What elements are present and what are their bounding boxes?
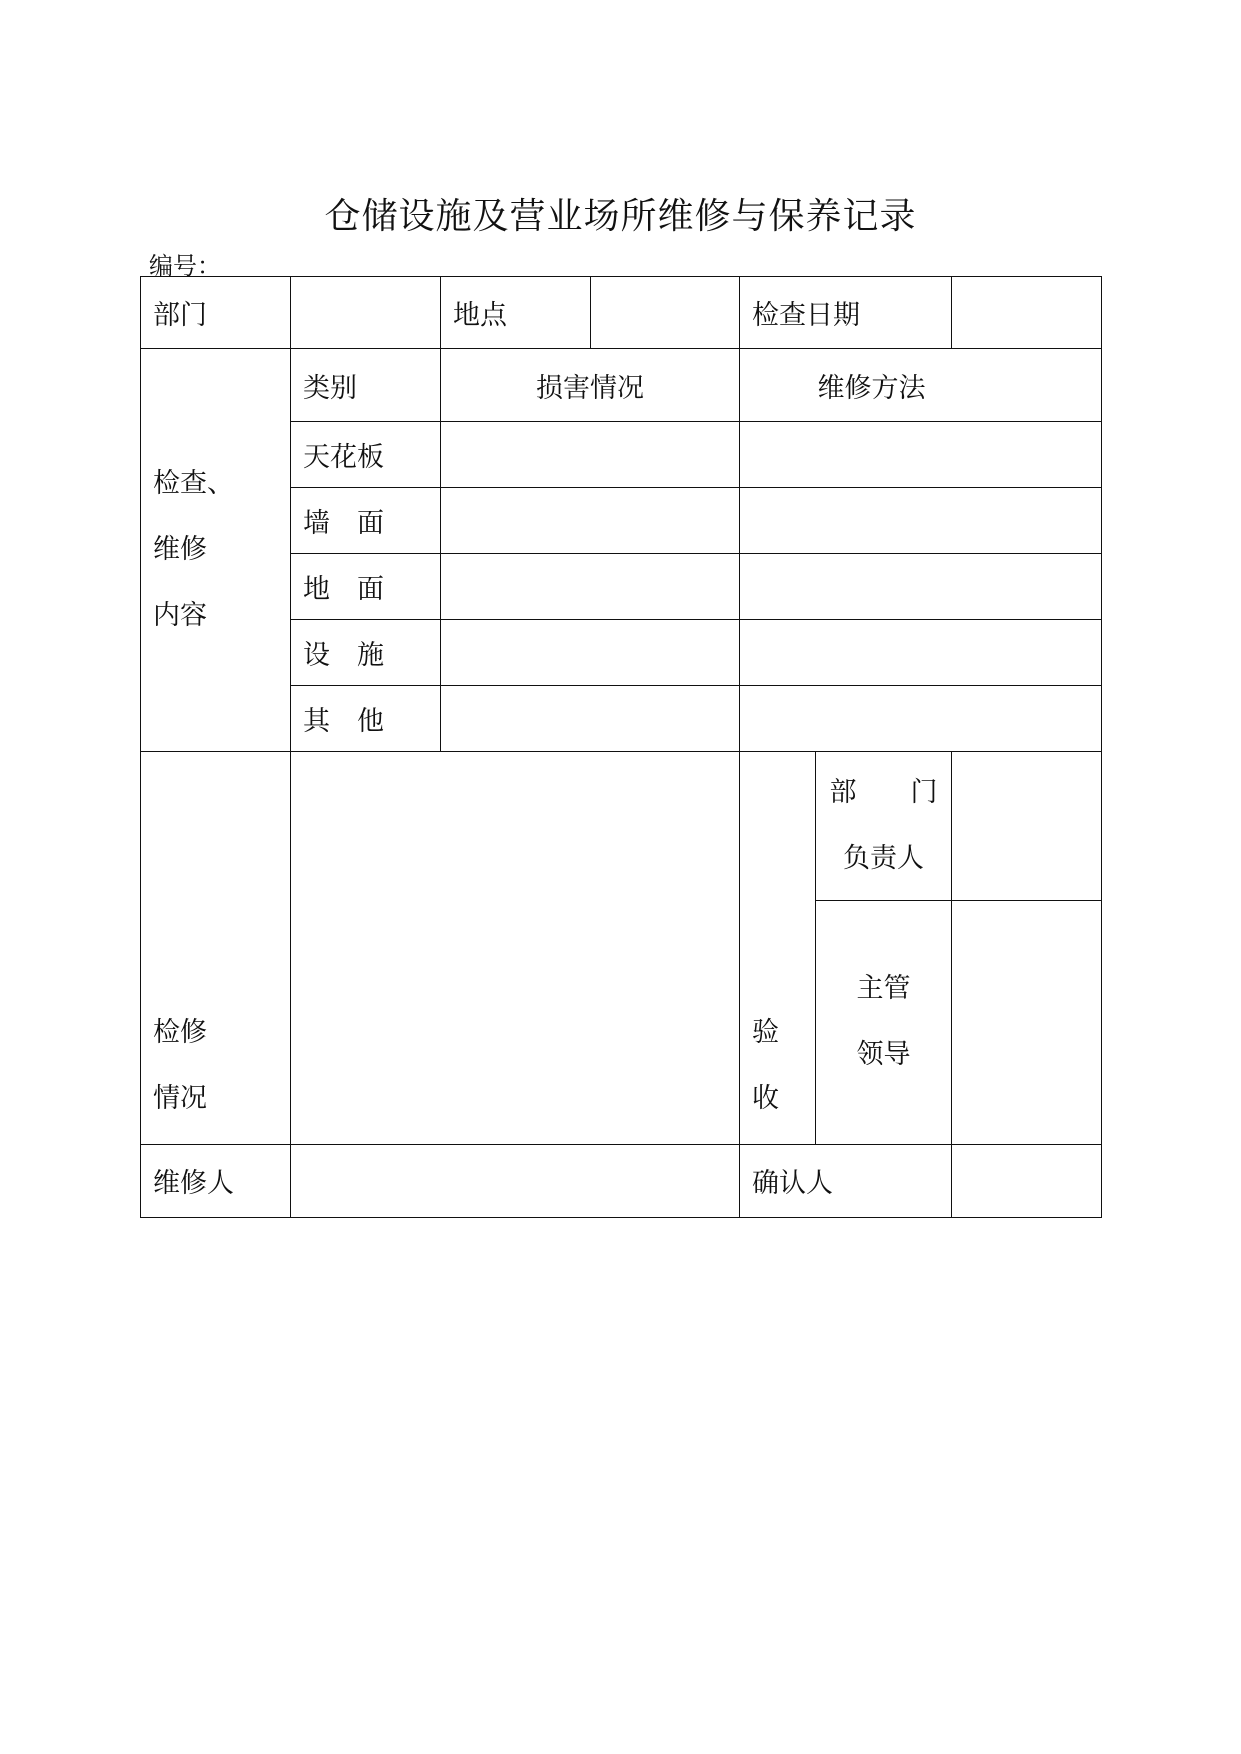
repair-status-value-cell[interactable] bbox=[291, 752, 740, 1144]
method-ceiling-cell[interactable] bbox=[740, 422, 1102, 488]
footer-row bbox=[141, 1144, 1102, 1217]
supervisor-label-line-2: 领导 bbox=[856, 1039, 911, 1071]
doc-number-label: 编号： bbox=[149, 252, 221, 280]
category-wall: 墙 面 bbox=[291, 488, 441, 554]
inspection-label-line-1: 检查、 bbox=[153, 468, 234, 500]
inspection-date-label: 检查日期 bbox=[740, 277, 952, 349]
method-facility-cell[interactable] bbox=[740, 620, 1102, 686]
location-label: 地点 bbox=[441, 277, 591, 349]
dept-head-value-cell[interactable] bbox=[952, 752, 1102, 900]
category-floor: 地 面 bbox=[291, 554, 441, 620]
location-value-cell[interactable] bbox=[591, 277, 740, 349]
category-other: 其 他 bbox=[291, 686, 441, 752]
acceptance-label-line-1: 验 bbox=[752, 1016, 779, 1048]
method-header: 维修方法 bbox=[740, 349, 1102, 422]
header-row bbox=[141, 277, 1102, 349]
dept-value-cell[interactable] bbox=[291, 277, 441, 349]
dept-head-label-line-1: 部 门 bbox=[829, 777, 938, 809]
confirmer-label: 确认人 bbox=[740, 1144, 952, 1217]
damage-ceiling-cell[interactable] bbox=[441, 422, 740, 488]
inspection-header-row bbox=[141, 349, 1102, 422]
inspection-label-line-2: 维修 bbox=[153, 534, 207, 566]
category-facility: 设 施 bbox=[291, 620, 441, 686]
dept-head-label bbox=[816, 752, 952, 900]
acceptance-label-line-2: 收 bbox=[752, 1082, 779, 1114]
maintenance-record-form bbox=[140, 276, 1102, 1218]
inspection-date-value-cell[interactable] bbox=[952, 277, 1102, 349]
repairer-value-cell[interactable] bbox=[291, 1144, 740, 1217]
category-header: 类别 bbox=[291, 349, 441, 422]
page-title: 仓储设施及营业场所维修与保养记录 bbox=[324, 196, 917, 237]
method-other-cell[interactable] bbox=[740, 686, 1102, 752]
repair-status-label bbox=[141, 752, 291, 1144]
repair-status-label-line-1: 检修 bbox=[153, 1016, 207, 1048]
method-wall-cell[interactable] bbox=[740, 488, 1102, 554]
inspection-label-line-3: 内容 bbox=[153, 600, 207, 632]
method-floor-cell[interactable] bbox=[740, 554, 1102, 620]
dept-head-label-line-2: 负责人 bbox=[843, 843, 924, 875]
category-ceiling: 天花板 bbox=[291, 422, 441, 488]
acceptance-label bbox=[740, 752, 816, 1144]
supervisor-label bbox=[816, 900, 952, 1144]
damage-floor-cell[interactable] bbox=[441, 554, 740, 620]
inspection-section-label bbox=[141, 349, 291, 752]
confirmer-value-cell[interactable] bbox=[952, 1144, 1102, 1217]
repairer-label: 维修人 bbox=[141, 1144, 291, 1217]
damage-other-cell[interactable] bbox=[441, 686, 740, 752]
supervisor-value-cell[interactable] bbox=[952, 900, 1102, 1144]
repair-status-row-upper bbox=[141, 752, 1102, 900]
damage-facility-cell[interactable] bbox=[441, 620, 740, 686]
dept-label: 部门 bbox=[141, 277, 291, 349]
damage-wall-cell[interactable] bbox=[441, 488, 740, 554]
supervisor-label-line-1: 主管 bbox=[856, 973, 911, 1005]
damage-header: 损害情况 bbox=[441, 349, 740, 422]
repair-status-label-line-2: 情况 bbox=[153, 1082, 207, 1114]
